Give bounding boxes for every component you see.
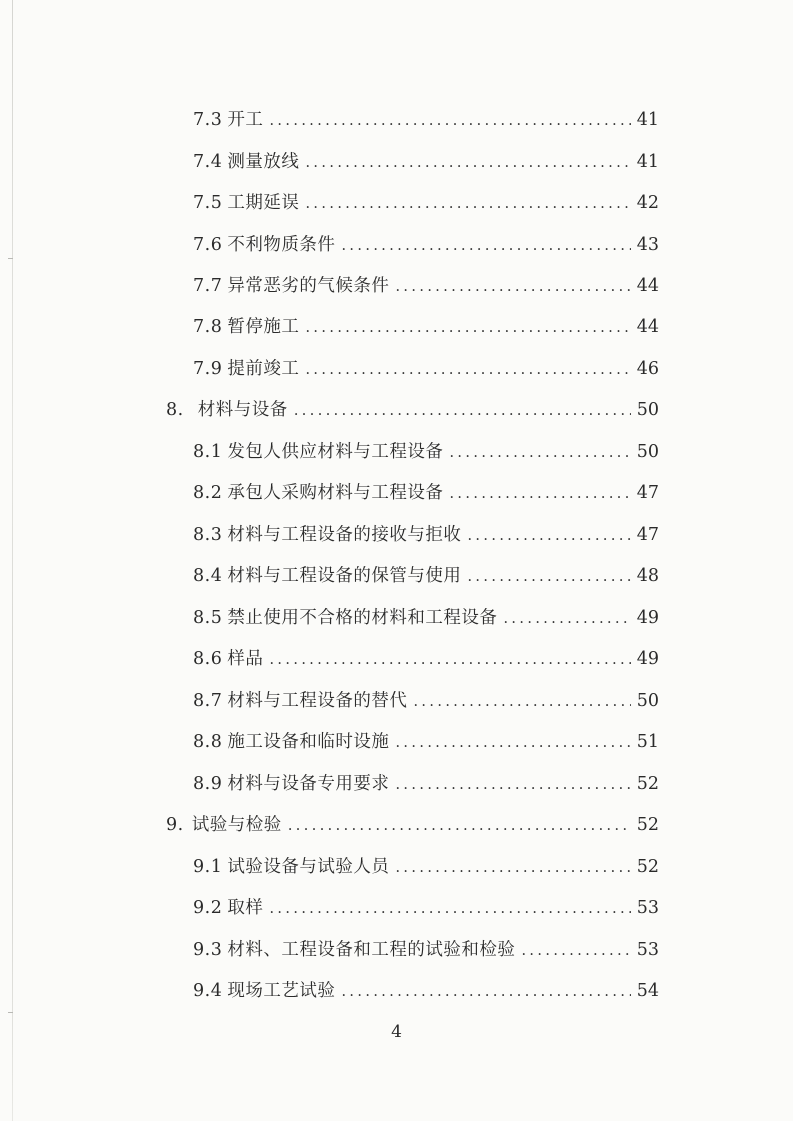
- toc-number: 8.6: [193, 649, 223, 669]
- toc-page: 44: [636, 317, 659, 337]
- toc-page: 44: [636, 276, 659, 296]
- leader-dots: [395, 728, 630, 756]
- toc-title: 开工: [227, 110, 264, 130]
- toc-page: 47: [636, 483, 659, 503]
- toc-title: 禁止使用不合格的材料和工程设备: [227, 608, 498, 628]
- leader-dots: [305, 313, 630, 341]
- toc-title: 材料与工程设备的保管与使用: [227, 566, 462, 586]
- leader-dots: [467, 562, 630, 590]
- toc-number: 7.6: [193, 235, 223, 255]
- leader-dots: [341, 977, 630, 1005]
- toc-title: 暂停施工: [227, 317, 300, 337]
- toc-number: 8.1: [193, 442, 223, 462]
- leader-dots: [269, 645, 630, 673]
- toc-title: 试验设备与试验人员: [227, 857, 390, 877]
- leader-dots: [269, 894, 630, 922]
- toc-entry-9-3[interactable]: [193, 936, 659, 964]
- leader-dots: [413, 687, 630, 715]
- toc-page: 43: [636, 235, 659, 255]
- toc-title: 不利物质条件: [227, 235, 336, 255]
- leader-dots: [503, 604, 630, 632]
- leader-dots: [467, 521, 630, 549]
- toc-title: 材料与工程设备的替代: [227, 691, 408, 711]
- toc-title: 工期延误: [227, 193, 300, 213]
- toc-entry-8-8[interactable]: [193, 728, 659, 756]
- toc-title: 材料与工程设备的接收与拒收: [227, 525, 462, 545]
- leader-dots: [449, 438, 630, 466]
- toc-page: 42: [636, 193, 659, 213]
- toc-entry-9-1[interactable]: [193, 853, 659, 881]
- leader-dots: [305, 355, 630, 383]
- leader-dots: [341, 231, 630, 259]
- toc-page: 41: [636, 110, 659, 130]
- toc-entry-8-3[interactable]: [193, 521, 659, 549]
- toc-page: 50: [636, 691, 659, 711]
- toc-number: 7.7: [193, 276, 223, 296]
- toc-title: 试验与检验: [191, 815, 282, 835]
- toc-page: 47: [636, 525, 659, 545]
- toc-number: 8.8: [193, 732, 223, 752]
- toc-entry-7-6[interactable]: [193, 231, 659, 259]
- toc-number: 9.3: [193, 940, 223, 960]
- leader-dots: [294, 396, 631, 424]
- toc-title: 提前竣工: [227, 359, 300, 379]
- toc-page: 52: [636, 815, 659, 835]
- toc-entry-8-1[interactable]: [193, 438, 659, 466]
- toc-entry-7-5[interactable]: [193, 189, 659, 217]
- toc-number: 9.: [166, 815, 184, 835]
- toc-entry-8-5[interactable]: [193, 604, 659, 632]
- toc-entry-7-4[interactable]: [193, 148, 659, 176]
- toc-title: 测量放线: [227, 152, 300, 172]
- toc-entry-8-2[interactable]: [193, 479, 659, 507]
- toc-number: 9.4: [193, 981, 223, 1001]
- toc-number: 7.5: [193, 193, 223, 213]
- toc-entry-9[interactable]: [166, 811, 659, 839]
- toc-page: 53: [636, 940, 659, 960]
- toc-page: 41: [636, 152, 659, 172]
- leader-dots: [395, 770, 630, 798]
- toc-title: 取样: [227, 898, 264, 918]
- page-number: 4: [391, 1022, 402, 1042]
- toc-entry-9-2[interactable]: [193, 894, 659, 922]
- toc-entry-9-4[interactable]: [193, 977, 659, 1005]
- toc-number: 9.2: [193, 898, 223, 918]
- toc-page: 51: [636, 732, 659, 752]
- toc-title: 现场工艺试验: [227, 981, 336, 1001]
- toc-title: 材料与设备: [197, 400, 288, 420]
- toc-page: 52: [636, 857, 659, 877]
- toc-number: 8.4: [193, 566, 223, 586]
- leader-dots: [521, 936, 630, 964]
- toc-title: 异常恶劣的气候条件: [227, 276, 390, 296]
- toc-number: 9.1: [193, 857, 223, 877]
- toc-entry-8[interactable]: [166, 396, 659, 424]
- toc-title: 样品: [227, 649, 264, 669]
- toc-number: 8.5: [193, 608, 223, 628]
- toc-number: 8.3: [193, 525, 223, 545]
- toc-page: 50: [636, 442, 659, 462]
- toc-page: 49: [636, 649, 659, 669]
- leader-dots: [305, 148, 630, 176]
- leader-dots: [449, 479, 630, 507]
- toc-page: 50: [636, 400, 659, 420]
- leader-dots: [305, 189, 630, 217]
- toc-page: 54: [636, 981, 659, 1001]
- toc-title: 承包人采购材料与工程设备: [227, 483, 444, 503]
- toc-entry-7-3[interactable]: [193, 106, 659, 134]
- toc-number: 7.8: [193, 317, 223, 337]
- toc-entry-8-9[interactable]: [193, 770, 659, 798]
- toc-entry-8-7[interactable]: [193, 687, 659, 715]
- toc-entry-7-7[interactable]: [193, 272, 659, 300]
- leader-dots: [395, 272, 630, 300]
- toc-page: 53: [636, 898, 659, 918]
- toc-page: 52: [636, 774, 659, 794]
- toc-number: 8.: [166, 400, 184, 420]
- toc-entry-7-9[interactable]: [193, 355, 659, 383]
- toc-page: 46: [636, 359, 659, 379]
- toc-number: 8.7: [193, 691, 223, 711]
- toc-entry-8-4[interactable]: [193, 562, 659, 590]
- leader-dots: [288, 811, 631, 839]
- toc-number: 7.3: [193, 110, 223, 130]
- leader-dots: [269, 106, 630, 134]
- toc-number: 8.2: [193, 483, 223, 503]
- leader-dots: [395, 853, 630, 881]
- toc-page: 49: [636, 608, 659, 628]
- toc-number: 7.9: [193, 359, 223, 379]
- toc-title: 施工设备和临时设施: [227, 732, 390, 752]
- toc-entry-7-8[interactable]: [193, 313, 659, 341]
- toc-title: 材料、工程设备和工程的试验和检验: [227, 940, 516, 960]
- toc-entry-8-6[interactable]: [193, 645, 659, 673]
- toc-number: 7.4: [193, 152, 223, 172]
- toc-number: 8.9: [193, 774, 223, 794]
- toc-title: 材料与设备专用要求: [227, 774, 390, 794]
- toc-title: 发包人供应材料与工程设备: [227, 442, 444, 462]
- toc-page: 48: [636, 566, 659, 586]
